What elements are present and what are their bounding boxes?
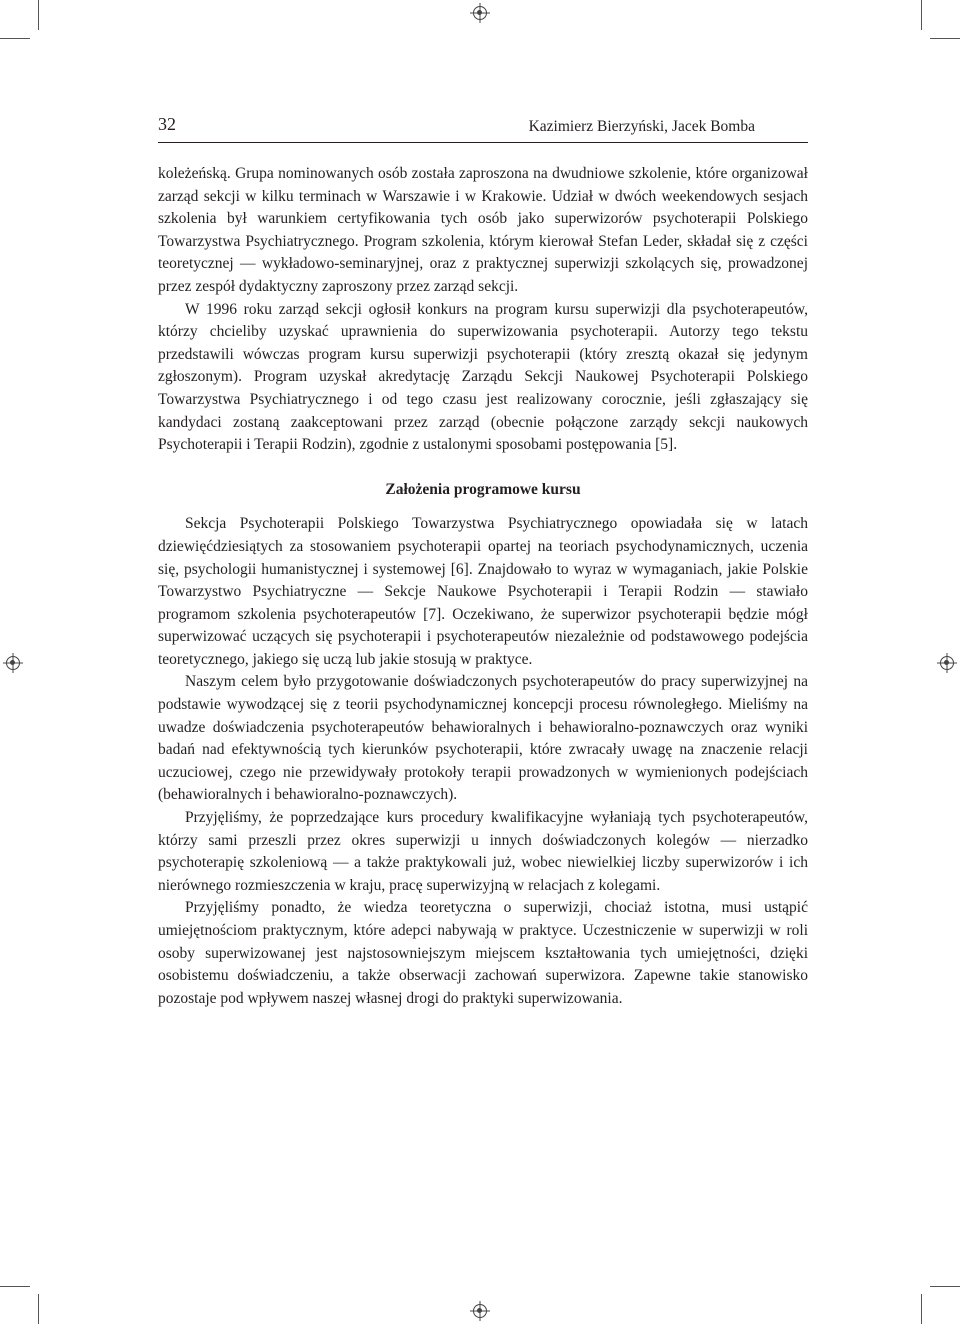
crop-mark	[0, 1286, 30, 1287]
crop-mark	[921, 0, 922, 30]
paragraph: Przyjęliśmy ponadto, że wiedza teoretyczna o superwizji, chociaż istotna, musi ustąpić umiejętnościom praktycznym, które adepci nabywają w praktyce. Uczestniczenie w superwizji w roli osoby superwizowanej jest najstosowniejszym miejscem kształtowania tych umiejętności, dzięki osobistemu doświadczeniu, a także obserwacji zachowań superwizora. Zapewne takie stanowisko pozostaje pod wpływem naszej własnej drogi do praktyki superwizowania.	[158, 899, 808, 1007]
running-head-authors: Kazimierz Bierzyński, Jacek Bomba	[528, 118, 755, 135]
registration-mark-icon	[6, 656, 20, 670]
registration-mark-icon	[940, 656, 954, 670]
crop-mark	[38, 1294, 39, 1324]
body-text	[158, 163, 808, 1010]
paragraph: Naszym celem było przygotowanie doświadczonych psychoterapeutów do pracy superwizyjnej na podstawie wywodzącej się z teorii psychodynamicznej koncepcji procesu równoległego. Mieliśmy na uwadze doświadczenia psychoterapeutów behawioralnych i behawioralno-poznawczych oraz wyniki badań nad efektywnością tych kierunków psychoterapii, które zwracały uwagę na znaczenie relacji uczuciowej, czego nie przewidywały protokoły terapii prowadzonych w wymienionych podejściach (behawioralnych i behawioralno-poznawczych).	[158, 673, 808, 804]
crop-mark	[930, 38, 960, 39]
page	[158, 112, 808, 1010]
crop-mark	[921, 1294, 922, 1324]
paragraph: W 1996 roku zarząd sekcji ogłosił konkurs na program kursu superwizji dla psychoterapeutów, którzy chcieliby uzyskać uprawnienia do superwizowania psychoterapii. Autorzy tego tekstu przedstawili wówczas program kursu superwizji psychoterapii (który zresztą okazał się jedynym zgłoszonym). Program uzyskał akredytację Zarządu Sekcji Naukowej Psychoterapii Polskiego Towarzystwa Psychiatrycznego i od tego czasu jest realizowany corocznie, jeśli zgłaszający się kandydaci zostaną zaakceptowani przez zarząd (obecnie połączone zarządy sekcji naukowych Psychoterapii i Terapii Rodzin), zgodnie z ustalonymi sposobami postępowania [5].	[158, 300, 808, 454]
crop-mark	[0, 38, 30, 39]
registration-mark-icon	[473, 6, 487, 20]
crop-mark	[38, 0, 39, 30]
paragraph: Sekcja Psychoterapii Polskiego Towarzystwa Psychiatrycznego opowiadała się w latach dziewięćdziesiątych za stosowaniem psychoterapii opartej na teoriach psychodynamicznych, uczenia się, psychologii humanistycznej i systemowej [6]. Znajdowało to wyraz w wymaganiach, jakie Polskie Towarzystwo Psychiatryczne — Sekcje Naukowe Psychoterapii i Terapii Rodzin — stawiało programom szkolenia psychoterapeutów [7]. Oczekiwano, że superwizor psychoterapii będzie mógł superwizować uczących się psychoterapii i psychoterapeutów niezależnie od podstawowego podejścia teoretycznego, jakiego się uczą lub jakie stosują w praktyce.	[158, 515, 808, 668]
crop-mark	[930, 1286, 960, 1287]
page-number: 32	[158, 114, 176, 134]
section-title: Założenia programowe kursu	[385, 480, 581, 498]
paragraph: koleżeńską. Grupa nominowanych osób została zaproszona na dwudniowe szkolenie, które organizował zarząd sekcji w kilku terminach w Warszawie i w Krakowie. Udział w dwóch weekendowych sesjach szkolenia był warunkiem certyfikowania tych osób jako superwizorów psychoterapii Polskiego Towarzystwa Psychiatrycznego. Program szkolenia, którym kierował Stefan Leder, składał się z części teoretycznej — wykładowo-seminaryjnej, oraz z praktycznej superwizji szkolących się, prowadzonej przez zespół dydaktyczny zaproszony przez zarząd sekcji.	[158, 165, 808, 295]
running-head	[158, 112, 808, 143]
registration-mark-icon	[473, 1304, 487, 1318]
paragraph: Przyjęliśmy, że poprzedzające kurs procedury kwalifikacyjne wyłaniają tych psychoterapeutów, którzy sami przeszli przez okres superwizji u innych doświadczonych kolegów — nierzadko psychoterapię szkoleniową — a także praktykowali już, wobec niewielkiej liczby superwizorów i ich nierównego rozmieszczenia w kraju, pracę superwizyjną w relacjach z kolegami.	[158, 809, 808, 894]
